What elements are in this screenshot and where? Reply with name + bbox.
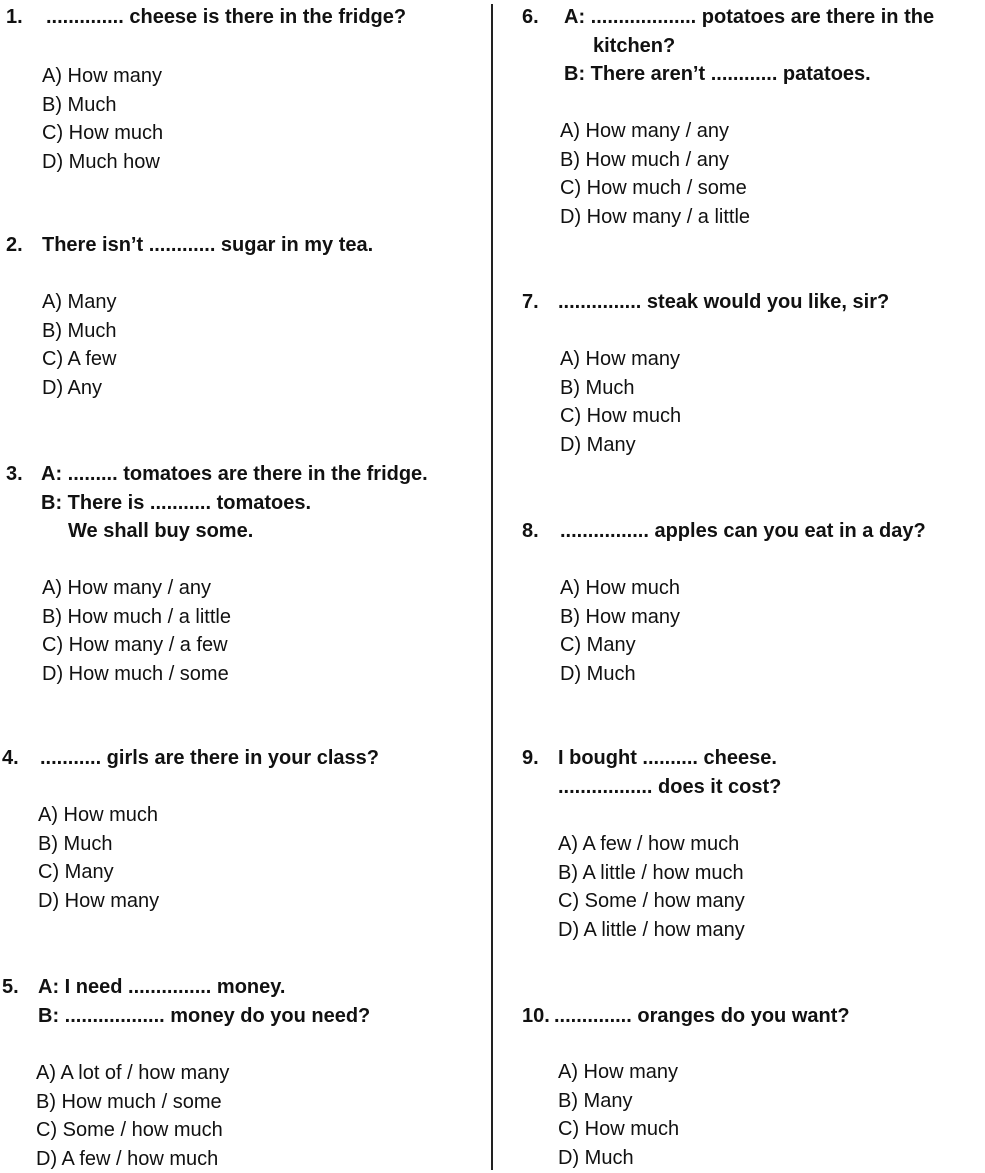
question-text: B: .................. money do you need? — [38, 1002, 370, 1030]
option-d: D) A little / how many — [558, 916, 745, 945]
question-number: 2. — [6, 231, 23, 259]
option-b: B) Much — [38, 830, 159, 859]
option-c: C) How much — [560, 402, 681, 431]
options-list — [558, 830, 745, 944]
option-b: B) Much — [42, 91, 163, 120]
option-c: C) How many / a few — [42, 631, 231, 660]
question-text: ............... steak would you like, sir? — [558, 288, 889, 316]
question-text: A: I need ............... money. — [38, 973, 285, 1001]
option-a: A) How much — [560, 574, 680, 603]
option-d: D) Much how — [42, 148, 163, 177]
question-number: 10. — [522, 1002, 550, 1030]
option-b: B) How much / some — [36, 1088, 229, 1117]
options-list — [36, 1059, 229, 1173]
option-d: D) How many / a little — [560, 203, 750, 232]
option-c: C) Many — [560, 631, 680, 660]
option-a: A) How many — [558, 1058, 679, 1087]
question-text: kitchen? — [593, 32, 675, 60]
option-c: C) Some / how many — [558, 887, 745, 916]
question-text: .............. cheese is there in the fridge? — [46, 3, 406, 31]
option-a: A) Many — [42, 288, 116, 317]
options-list — [42, 62, 163, 176]
question-text: There isn’t ............ sugar in my tea. — [42, 231, 373, 259]
option-c: C) Many — [38, 858, 159, 887]
option-d: D) How many — [38, 887, 159, 916]
option-b: B) Much — [560, 374, 681, 403]
option-c: C) A few — [42, 345, 116, 374]
question-text: B: There is ........... tomatoes. — [41, 489, 311, 517]
question-text: ........... girls are there in your class? — [40, 744, 379, 772]
options-list — [560, 574, 680, 688]
options-list — [38, 801, 159, 915]
question-text: B: There aren’t ............ patatoes. — [564, 60, 871, 88]
question-text: .............. oranges do you want? — [554, 1002, 850, 1030]
option-d: D) Any — [42, 374, 116, 403]
question-number: 5. — [2, 973, 19, 1001]
option-c: C) How much — [42, 119, 163, 148]
option-d: D) Many — [560, 431, 681, 460]
question-number: 4. — [2, 744, 19, 772]
option-b: B) How much / a little — [42, 603, 231, 632]
option-a: A) A few / how much — [558, 830, 745, 859]
option-a: A) How much — [38, 801, 159, 830]
options-list — [42, 288, 116, 402]
options-list — [42, 574, 231, 688]
option-c: C) How much / some — [560, 174, 750, 203]
option-d: D) Much — [560, 660, 680, 689]
option-c: C) How much — [558, 1115, 679, 1144]
option-c: C) Some / how much — [36, 1116, 229, 1145]
option-d: D) Much — [558, 1144, 679, 1173]
options-list — [560, 345, 681, 459]
option-a: A) A lot of / how many — [36, 1059, 229, 1088]
option-a: A) How many — [560, 345, 681, 374]
question-number: 3. — [6, 460, 23, 488]
column-divider — [491, 4, 493, 1170]
option-d: D) How much / some — [42, 660, 231, 689]
question-text: A: ................... potatoes are there in the — [564, 3, 934, 31]
question-number: 6. — [522, 3, 539, 31]
question-text: We shall buy some. — [68, 517, 253, 545]
option-b: B) Much — [42, 317, 116, 346]
question-number: 9. — [522, 744, 539, 772]
options-list — [560, 117, 750, 231]
question-number: 7. — [522, 288, 539, 316]
option-a: A) How many / any — [42, 574, 231, 603]
question-text: I bought .......... cheese. — [558, 744, 777, 772]
option-b: B) How much / any — [560, 146, 750, 175]
option-b: B) A little / how much — [558, 859, 745, 888]
option-d: D) A few / how much — [36, 1145, 229, 1173]
question-text: ................. does it cost? — [558, 773, 781, 801]
option-a: A) How many / any — [560, 117, 750, 146]
options-list — [558, 1058, 679, 1172]
option-a: A) How many — [42, 62, 163, 91]
question-text: A: ......... tomatoes are there in the fridge. — [41, 460, 428, 488]
question-number: 8. — [522, 517, 539, 545]
option-b: B) How many — [560, 603, 680, 632]
question-text: ................ apples can you eat in a day? — [560, 517, 926, 545]
option-b: B) Many — [558, 1087, 679, 1116]
question-number: 1. — [6, 3, 23, 31]
